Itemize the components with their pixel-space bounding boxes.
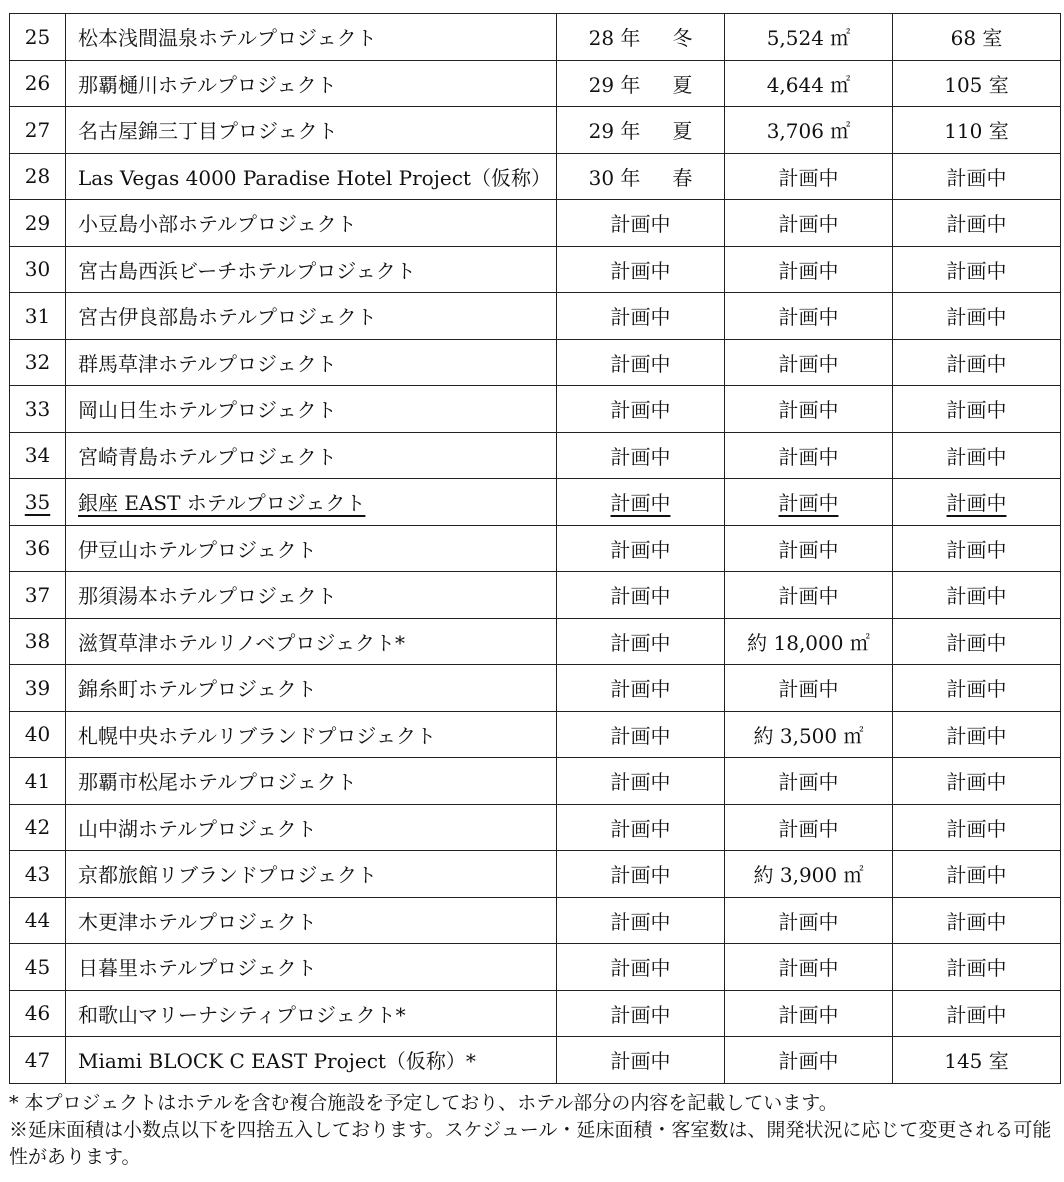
cell-floor-area-text: 計画中 <box>778 1002 839 1027</box>
cell-number <box>10 293 66 340</box>
cell-rooms-text: 計画中 <box>946 816 1007 841</box>
cell-rooms-text: 105 室 <box>944 72 1009 97</box>
cell-project-name-text: 山中湖ホテルプロジェクト <box>78 816 317 841</box>
cell-floor-area <box>725 386 893 433</box>
cell-rooms-text: 計画中 <box>946 305 1007 330</box>
cell-project-name-text: 滋賀草津ホテルリノベプロジェクト* <box>78 630 405 655</box>
cell-rooms-text: 計画中 <box>946 351 1007 376</box>
cell-project-name <box>66 293 557 340</box>
cell-project-name-text: 小豆島小部ホテルプロジェクト <box>78 212 357 237</box>
cell-rooms <box>893 990 1061 1037</box>
cell-project-name <box>66 572 557 619</box>
cell-rooms-text: 計画中 <box>946 444 1007 469</box>
cell-project-name <box>66 851 557 898</box>
cell-floor-area <box>725 1037 893 1084</box>
cell-rooms <box>893 804 1061 851</box>
cell-rooms <box>893 432 1061 479</box>
opening-year: 28 年 <box>588 26 641 51</box>
cell-floor-area-text: 計画中 <box>778 351 839 376</box>
cell-opening-text: 計画中 <box>610 1002 671 1027</box>
table-row <box>10 246 1061 293</box>
opening-season: 冬 <box>672 26 693 51</box>
cell-floor-area <box>725 14 893 61</box>
cell-rooms <box>893 665 1061 712</box>
cell-project-name <box>66 1037 557 1084</box>
cell-rooms-text: 計画中 <box>946 398 1007 423</box>
cell-floor-area-text: 計画中 <box>778 305 839 330</box>
cell-number <box>10 479 66 526</box>
cell-number <box>10 572 66 619</box>
cell-opening-text: 計画中 <box>610 816 671 841</box>
table-row <box>10 990 1061 1037</box>
cell-rooms-text: 計画中 <box>946 1002 1007 1027</box>
table-row <box>10 200 1061 247</box>
cell-rooms <box>893 107 1061 154</box>
cell-number <box>10 804 66 851</box>
cell-project-name-text: 木更津ホテルプロジェクト <box>78 909 317 934</box>
cell-number <box>10 60 66 107</box>
cell-project-name-text: Miami BLOCK C EAST Project（仮称）* <box>78 1049 476 1074</box>
cell-opening <box>557 479 725 526</box>
cell-opening-text: 計画中 <box>610 537 671 562</box>
table-row <box>10 758 1061 805</box>
cell-project-name <box>66 14 557 61</box>
cell-floor-area <box>725 525 893 572</box>
table-row <box>10 665 1061 712</box>
cell-opening <box>557 897 725 944</box>
cell-floor-area-text: 計画中 <box>778 398 839 423</box>
opening-year: 29 年 <box>588 72 641 97</box>
cell-project-name <box>66 153 557 200</box>
opening-year: 29 年 <box>588 119 641 144</box>
cell-opening <box>557 339 725 386</box>
cell-rooms-text: 計画中 <box>946 491 1007 516</box>
cell-opening-text: 計画中 <box>610 630 671 655</box>
cell-floor-area <box>725 711 893 758</box>
cell-opening <box>557 60 725 107</box>
cell-project-name <box>66 990 557 1037</box>
cell-opening-text: 計画中 <box>610 444 671 469</box>
cell-number-text: 38 <box>24 629 51 654</box>
cell-number <box>10 990 66 1037</box>
cell-floor-area-text: 4,644 ㎡ <box>766 72 851 97</box>
cell-number <box>10 107 66 154</box>
cell-project-name-text: 名古屋錦三丁目プロジェクト <box>78 119 338 144</box>
opening-season: 春 <box>672 165 693 190</box>
cell-rooms-text: 計画中 <box>946 909 1007 934</box>
cell-number-text: 30 <box>24 257 51 282</box>
cell-floor-area-text: 約 3,500 ㎡ <box>753 723 864 748</box>
cell-floor-area <box>725 60 893 107</box>
cell-number <box>10 200 66 247</box>
cell-opening <box>557 665 725 712</box>
cell-rooms-text: 計画中 <box>946 723 1007 748</box>
cell-number-text: 46 <box>24 1001 51 1026</box>
cell-opening <box>557 1037 725 1084</box>
cell-floor-area-text: 計画中 <box>778 1049 839 1074</box>
cell-project-name-text: 宮古伊良部島ホテルプロジェクト <box>78 305 377 330</box>
cell-project-name <box>66 60 557 107</box>
cell-opening <box>557 432 725 479</box>
cell-project-name <box>66 107 557 154</box>
cell-opening-text: 計画中 <box>610 956 671 981</box>
cell-rooms <box>893 897 1061 944</box>
cell-floor-area <box>725 990 893 1037</box>
cell-rooms <box>893 758 1061 805</box>
cell-number <box>10 153 66 200</box>
cell-number-text: 44 <box>24 908 51 933</box>
cell-rooms-text: 計画中 <box>946 165 1007 190</box>
cell-rooms <box>893 618 1061 665</box>
cell-opening-text: 計画中 <box>610 258 671 283</box>
cell-rooms <box>893 153 1061 200</box>
cell-number-text: 35 <box>24 489 51 514</box>
cell-project-name <box>66 339 557 386</box>
cell-floor-area-text: 計画中 <box>778 584 839 609</box>
cell-opening <box>557 944 725 991</box>
table-row <box>10 525 1061 572</box>
cell-floor-area-text: 計画中 <box>778 909 839 934</box>
cell-opening-text: 計画中 <box>610 770 671 795</box>
cell-floor-area <box>725 246 893 293</box>
cell-number-text: 39 <box>24 675 51 700</box>
table-row <box>10 711 1061 758</box>
cell-project-name-text: 岡山日生ホテルプロジェクト <box>78 398 337 423</box>
cell-floor-area-text: 計画中 <box>778 258 839 283</box>
cell-opening-text: 計画中 <box>610 584 671 609</box>
table-row <box>10 386 1061 433</box>
cell-floor-area-text: 約 18,000 ㎡ <box>747 630 870 655</box>
cell-rooms-text: 計画中 <box>946 956 1007 981</box>
cell-opening <box>557 153 725 200</box>
cell-number-text: 45 <box>24 954 51 979</box>
table-row <box>10 1037 1061 1084</box>
cell-number-text: 26 <box>24 71 51 96</box>
cell-rooms-text: 計画中 <box>946 212 1007 237</box>
cell-project-name <box>66 386 557 433</box>
cell-project-name-text: 和歌山マリーナシティプロジェクト* <box>78 1002 406 1027</box>
cell-number <box>10 851 66 898</box>
cell-floor-area <box>725 618 893 665</box>
cell-floor-area <box>725 479 893 526</box>
cell-opening-text: 計画中 <box>610 305 671 330</box>
table-row <box>10 851 1061 898</box>
cell-number <box>10 432 66 479</box>
cell-rooms <box>893 386 1061 433</box>
cell-floor-area <box>725 432 893 479</box>
cell-opening <box>557 618 725 665</box>
table-row <box>10 804 1061 851</box>
cell-opening <box>557 200 725 247</box>
cell-opening-text: 計画中 <box>610 723 671 748</box>
table-row <box>10 293 1061 340</box>
cell-project-name <box>66 944 557 991</box>
cell-project-name <box>66 246 557 293</box>
cell-opening <box>557 990 725 1037</box>
cell-floor-area <box>725 339 893 386</box>
cell-opening <box>557 572 725 619</box>
cell-project-name-text: Las Vegas 4000 Paradise Hotel Project（仮称） <box>78 165 551 190</box>
cell-project-name-text: 那覇市松尾ホテルプロジェクト <box>78 770 357 795</box>
cell-project-name <box>66 665 557 712</box>
cell-floor-area-text: 計画中 <box>778 537 839 562</box>
cell-rooms <box>893 1037 1061 1084</box>
cell-project-name <box>66 432 557 479</box>
cell-number-text: 31 <box>24 303 51 328</box>
cell-project-name <box>66 804 557 851</box>
cell-number <box>10 711 66 758</box>
cell-number <box>10 525 66 572</box>
table-row <box>10 618 1061 665</box>
cell-rooms <box>893 525 1061 572</box>
cell-number-text: 32 <box>24 350 51 375</box>
cell-floor-area-text: 5,524 ㎡ <box>766 26 851 51</box>
cell-opening-text: 計画中 <box>610 863 671 888</box>
opening-year: 30 年 <box>588 165 641 190</box>
opening-period <box>589 69 693 98</box>
opening-season: 夏 <box>672 119 693 144</box>
cell-rooms <box>893 60 1061 107</box>
cell-rooms-text: 計画中 <box>946 677 1007 702</box>
cell-rooms <box>893 711 1061 758</box>
cell-number-text: 43 <box>24 861 51 886</box>
project-table-body <box>10 14 1061 1084</box>
cell-floor-area-text: 計画中 <box>778 212 839 237</box>
cell-opening <box>557 851 725 898</box>
table-row <box>10 339 1061 386</box>
cell-rooms <box>893 572 1061 619</box>
cell-floor-area-text: 計画中 <box>778 816 839 841</box>
cell-project-name-text: 那須湯本ホテルプロジェクト <box>78 584 337 609</box>
cell-project-name <box>66 479 557 526</box>
cell-project-name <box>66 200 557 247</box>
cell-rooms <box>893 339 1061 386</box>
cell-number-text: 34 <box>24 443 51 468</box>
cell-rooms-text: 計画中 <box>946 630 1007 655</box>
cell-number-text: 41 <box>24 768 51 793</box>
cell-project-name <box>66 618 557 665</box>
cell-number <box>10 944 66 991</box>
cell-floor-area <box>725 153 893 200</box>
cell-rooms <box>893 944 1061 991</box>
cell-rooms-text: 計画中 <box>946 258 1007 283</box>
table-row <box>10 107 1061 154</box>
cell-opening <box>557 386 725 433</box>
footnote-disclaimer: ※延床面積は小数点以下を四捨五入しております。スケジュール・延床面積・客室数は、開発状況に応じて変更される可能性があります。 <box>9 1119 1052 1168</box>
cell-number <box>10 386 66 433</box>
cell-project-name <box>66 758 557 805</box>
cell-rooms-text: 計画中 <box>946 537 1007 562</box>
opening-period <box>589 22 693 51</box>
cell-project-name-text: 京都旅館リブランドプロジェクト <box>78 863 377 888</box>
cell-floor-area <box>725 293 893 340</box>
cell-project-name-text: 宮古島西浜ビーチホテルプロジェクト <box>78 258 416 283</box>
cell-rooms <box>893 14 1061 61</box>
cell-opening <box>557 293 725 340</box>
cell-project-name-text: 群馬草津ホテルプロジェクト <box>78 351 337 376</box>
cell-project-name <box>66 711 557 758</box>
cell-project-name <box>66 897 557 944</box>
footnote-asterisk: * 本プロジェクトはホテルを含む複合施設を予定しており、ホテル部分の内容を記載しています。 <box>9 1092 838 1114</box>
cell-floor-area-text: 計画中 <box>778 677 839 702</box>
cell-number-text: 42 <box>24 815 51 840</box>
cell-number <box>10 246 66 293</box>
cell-opening-text: 計画中 <box>610 398 671 423</box>
cell-floor-area-text: 計画中 <box>778 165 839 190</box>
cell-project-name-text: 銀座 EAST ホテルプロジェクト <box>78 491 366 516</box>
cell-floor-area-text: 計画中 <box>778 770 839 795</box>
cell-floor-area <box>725 200 893 247</box>
cell-opening-text: 計画中 <box>610 909 671 934</box>
cell-opening <box>557 525 725 572</box>
cell-rooms-text: 計画中 <box>946 863 1007 888</box>
cell-floor-area-text: 計画中 <box>778 444 839 469</box>
cell-number-text: 33 <box>24 396 51 421</box>
cell-opening <box>557 107 725 154</box>
cell-opening <box>557 758 725 805</box>
cell-opening-text: 計画中 <box>610 491 671 516</box>
cell-rooms <box>893 200 1061 247</box>
cell-floor-area-text: 計画中 <box>778 956 839 981</box>
opening-season: 夏 <box>672 72 693 97</box>
cell-opening <box>557 711 725 758</box>
footnotes <box>9 1090 1054 1171</box>
opening-period <box>589 162 693 191</box>
cell-project-name-text: 錦糸町ホテルプロジェクト <box>78 677 317 702</box>
cell-project-name-text: 松本浅間温泉ホテルプロジェクト <box>78 26 377 51</box>
cell-number-text: 28 <box>24 164 51 189</box>
cell-rooms <box>893 479 1061 526</box>
cell-number-text: 27 <box>24 117 51 142</box>
cell-number-text: 40 <box>24 722 51 747</box>
table-row <box>10 432 1061 479</box>
table-row <box>10 944 1061 991</box>
cell-number <box>10 618 66 665</box>
cell-rooms <box>893 851 1061 898</box>
cell-opening <box>557 246 725 293</box>
project-table <box>9 13 1061 1084</box>
cell-number <box>10 1037 66 1084</box>
cell-floor-area <box>725 758 893 805</box>
cell-floor-area <box>725 804 893 851</box>
cell-floor-area <box>725 944 893 991</box>
cell-number-text: 47 <box>24 1047 51 1072</box>
cell-opening-text: 計画中 <box>610 351 671 376</box>
cell-rooms-text: 計画中 <box>946 584 1007 609</box>
cell-project-name-text: 宮崎青島ホテルプロジェクト <box>78 444 337 469</box>
cell-number-text: 25 <box>24 24 51 49</box>
cell-number <box>10 758 66 805</box>
cell-number-text: 37 <box>24 582 51 607</box>
cell-floor-area <box>725 897 893 944</box>
cell-rooms-text: 68 室 <box>950 26 1003 51</box>
cell-floor-area-text: 3,706 ㎡ <box>766 119 851 144</box>
cell-rooms <box>893 293 1061 340</box>
table-row <box>10 897 1061 944</box>
cell-number <box>10 14 66 61</box>
table-row <box>10 572 1061 619</box>
cell-floor-area-text: 計画中 <box>778 491 839 516</box>
cell-floor-area <box>725 851 893 898</box>
cell-opening <box>557 804 725 851</box>
cell-project-name <box>66 525 557 572</box>
cell-floor-area <box>725 665 893 712</box>
cell-number-text: 36 <box>24 536 51 561</box>
opening-period <box>589 115 693 144</box>
cell-opening <box>557 14 725 61</box>
cell-project-name-text: 日暮里ホテルプロジェクト <box>78 956 317 981</box>
cell-project-name-text: 札幌中央ホテルリブランドプロジェクト <box>78 723 436 748</box>
cell-opening-text: 計画中 <box>610 1049 671 1074</box>
cell-project-name-text: 伊豆山ホテルプロジェクト <box>78 537 317 562</box>
cell-rooms-text: 110 室 <box>944 119 1009 144</box>
cell-rooms-text: 145 室 <box>944 1049 1009 1074</box>
cell-project-name-text: 那覇樋川ホテルプロジェクト <box>78 72 337 97</box>
cell-opening-text: 計画中 <box>610 677 671 702</box>
cell-number <box>10 339 66 386</box>
cell-number <box>10 897 66 944</box>
cell-floor-area <box>725 107 893 154</box>
table-row <box>10 14 1061 61</box>
cell-floor-area <box>725 572 893 619</box>
cell-opening-text: 計画中 <box>610 212 671 237</box>
cell-floor-area-text: 約 3,900 ㎡ <box>753 863 864 888</box>
table-row <box>10 479 1061 526</box>
table-row <box>10 60 1061 107</box>
cell-number <box>10 665 66 712</box>
table-row <box>10 153 1061 200</box>
cell-rooms-text: 計画中 <box>946 770 1007 795</box>
cell-rooms <box>893 246 1061 293</box>
cell-number-text: 29 <box>24 210 51 235</box>
